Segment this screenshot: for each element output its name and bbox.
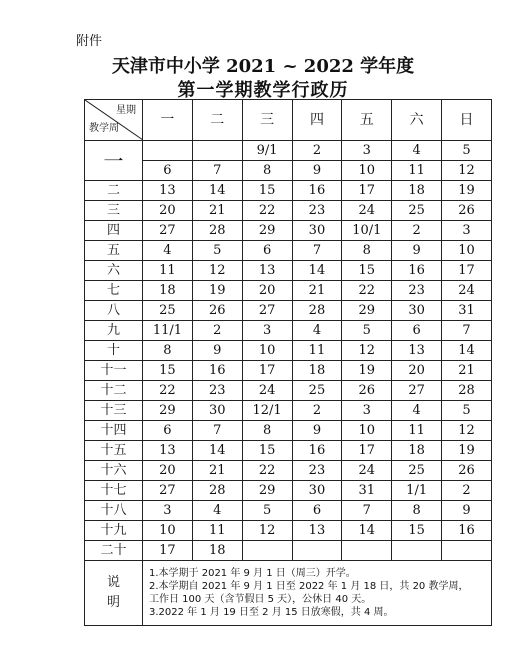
week-label: 九 bbox=[85, 321, 143, 341]
week-label: 六 bbox=[85, 261, 143, 281]
day-cell: 2 bbox=[192, 321, 242, 341]
day-cell: 26 bbox=[442, 201, 492, 221]
week-row bbox=[85, 361, 492, 381]
day-cell: 5 bbox=[242, 501, 292, 521]
day-cell: 6 bbox=[392, 321, 442, 341]
week-label: 十一 bbox=[85, 361, 143, 381]
note-line: 3.2022 年 1 月 19 日至 2 月 15 日放寒假，共 4 周。 bbox=[149, 607, 394, 618]
day-cell: 13 bbox=[242, 261, 292, 281]
day-cell: 9/1 bbox=[242, 141, 292, 161]
corner-weekday-label: 星期 bbox=[116, 105, 136, 116]
day-cell: 9 bbox=[192, 341, 242, 361]
week-row bbox=[85, 541, 492, 561]
week-row bbox=[85, 281, 492, 301]
day-cell: 31 bbox=[342, 481, 392, 501]
week-label: 十七 bbox=[85, 481, 143, 501]
week-row bbox=[85, 501, 492, 521]
day-cell: 11 bbox=[392, 421, 442, 441]
day-cell: 20 bbox=[143, 201, 193, 221]
day-cell: 8 bbox=[242, 161, 292, 181]
day-cell: 17 bbox=[342, 441, 392, 461]
day-cell: 15 bbox=[242, 181, 292, 201]
day-cell: 27 bbox=[242, 301, 292, 321]
day-cell: 25 bbox=[292, 381, 342, 401]
week-label: 十 bbox=[85, 341, 143, 361]
day-cell: 26 bbox=[442, 461, 492, 481]
day-cell: 10 bbox=[342, 161, 392, 181]
day-cell: 2 bbox=[292, 401, 342, 421]
day-cell: 21 bbox=[192, 461, 242, 481]
day-cell: 22 bbox=[242, 461, 292, 481]
week-row bbox=[85, 241, 492, 261]
day-cell: 22 bbox=[342, 281, 392, 301]
day-cell: 23 bbox=[192, 381, 242, 401]
week-row bbox=[85, 341, 492, 361]
day-cell: 4 bbox=[292, 321, 342, 341]
day-cell: 5 bbox=[342, 321, 392, 341]
day-cell: 23 bbox=[292, 201, 342, 221]
day-cell: 7 bbox=[192, 161, 242, 181]
note-line: 1.本学期于 2021 年 9 月 1 日（周三）开学。 bbox=[149, 568, 356, 579]
day-cell: 18 bbox=[143, 281, 193, 301]
day-cell: 5 bbox=[442, 401, 492, 421]
day-cell: 7 bbox=[292, 241, 342, 261]
day-cell: 27 bbox=[143, 481, 193, 501]
day-cell: 29 bbox=[242, 481, 292, 501]
day-cell: 22 bbox=[242, 201, 292, 221]
day-cell: 14 bbox=[342, 521, 392, 541]
day-cell: 15 bbox=[392, 521, 442, 541]
day-cell: 15 bbox=[143, 361, 193, 381]
week-row bbox=[85, 441, 492, 461]
day-cell: 6 bbox=[143, 421, 193, 441]
notes-label-char: 说 bbox=[106, 575, 120, 590]
week-row bbox=[85, 301, 492, 321]
day-cell: 19 bbox=[442, 441, 492, 461]
day-cell: 14 bbox=[192, 441, 242, 461]
week-label: 四 bbox=[85, 221, 143, 241]
day-cell: 30 bbox=[292, 481, 342, 501]
day-cell: 12 bbox=[342, 341, 392, 361]
day-cell: 9 bbox=[442, 501, 492, 521]
day-cell bbox=[143, 141, 193, 161]
day-cell bbox=[392, 541, 442, 561]
day-cell: 13 bbox=[143, 441, 193, 461]
day-cell: 16 bbox=[192, 361, 242, 381]
day-cell: 13 bbox=[292, 521, 342, 541]
weekday-header: 五 bbox=[342, 100, 392, 141]
day-cell bbox=[442, 541, 492, 561]
day-cell: 21 bbox=[192, 201, 242, 221]
day-cell: 21 bbox=[442, 361, 492, 381]
day-cell: 28 bbox=[292, 301, 342, 321]
day-cell: 2 bbox=[392, 221, 442, 241]
day-cell: 26 bbox=[192, 301, 242, 321]
weekday-header: 日 bbox=[442, 100, 492, 141]
week-label: 十九 bbox=[85, 521, 143, 541]
day-cell: 17 bbox=[242, 361, 292, 381]
corner-week-label: 教学周 bbox=[89, 123, 119, 134]
weekday-header: 四 bbox=[292, 100, 342, 141]
page-subtitle: 第一学期教学行政历 bbox=[177, 80, 349, 101]
day-cell bbox=[242, 541, 292, 561]
day-cell: 3 bbox=[342, 141, 392, 161]
week-label: 十三 bbox=[85, 401, 143, 421]
weekday-header: 三 bbox=[242, 100, 292, 141]
week-row bbox=[85, 201, 492, 221]
day-cell: 12 bbox=[242, 521, 292, 541]
corner-cell bbox=[85, 100, 143, 141]
day-cell: 24 bbox=[342, 201, 392, 221]
week-label: 一 bbox=[85, 141, 143, 181]
day-cell: 22 bbox=[143, 381, 193, 401]
day-cell: 16 bbox=[442, 521, 492, 541]
week-row bbox=[85, 421, 492, 441]
calendar-table bbox=[84, 99, 492, 626]
day-cell: 24 bbox=[442, 281, 492, 301]
week-row bbox=[85, 401, 492, 421]
day-cell: 6 bbox=[242, 241, 292, 261]
day-cell bbox=[342, 541, 392, 561]
day-cell: 6 bbox=[143, 161, 193, 181]
note-line: 工作日 100 天（含节假日 5 天），公休日 40 天。 bbox=[149, 594, 372, 605]
day-cell: 18 bbox=[292, 361, 342, 381]
day-cell: 12 bbox=[192, 261, 242, 281]
day-cell: 27 bbox=[143, 221, 193, 241]
day-cell: 26 bbox=[342, 381, 392, 401]
day-cell: 7 bbox=[192, 421, 242, 441]
notes-content bbox=[143, 561, 492, 626]
day-cell bbox=[192, 141, 242, 161]
day-cell: 20 bbox=[392, 361, 442, 381]
day-cell: 28 bbox=[442, 381, 492, 401]
day-cell: 10 bbox=[442, 241, 492, 261]
day-cell: 25 bbox=[143, 301, 193, 321]
day-cell: 10/1 bbox=[342, 221, 392, 241]
week-label: 十二 bbox=[85, 381, 143, 401]
day-cell: 8 bbox=[342, 241, 392, 261]
weekday-header: 六 bbox=[392, 100, 442, 141]
week-row bbox=[85, 321, 492, 341]
notes-row bbox=[85, 561, 492, 626]
day-cell: 1/1 bbox=[392, 481, 442, 501]
note-line: 2.本学期自 2021 年 9 月 1 日至 2022 年 1 月 18 日，共 20 教学周， bbox=[149, 581, 469, 592]
day-cell: 20 bbox=[143, 461, 193, 481]
day-cell: 17 bbox=[342, 181, 392, 201]
day-cell: 27 bbox=[392, 381, 442, 401]
day-cell: 9 bbox=[392, 241, 442, 261]
day-cell: 15 bbox=[242, 441, 292, 461]
day-cell: 12 bbox=[442, 161, 492, 181]
weekday-header: 二 bbox=[192, 100, 242, 141]
week-row bbox=[85, 261, 492, 281]
day-cell: 15 bbox=[342, 261, 392, 281]
day-cell: 3 bbox=[242, 321, 292, 341]
day-cell: 3 bbox=[442, 221, 492, 241]
week-label: 二 bbox=[85, 181, 143, 201]
day-cell: 6 bbox=[292, 501, 342, 521]
week-label: 三 bbox=[85, 201, 143, 221]
day-cell: 14 bbox=[442, 341, 492, 361]
day-cell: 11 bbox=[143, 261, 193, 281]
day-cell: 19 bbox=[342, 361, 392, 381]
day-cell: 21 bbox=[292, 281, 342, 301]
week-label: 十五 bbox=[85, 441, 143, 461]
day-cell: 8 bbox=[242, 421, 292, 441]
week-row bbox=[85, 221, 492, 241]
day-cell: 28 bbox=[192, 481, 242, 501]
day-cell: 17 bbox=[143, 541, 193, 561]
day-cell: 24 bbox=[242, 381, 292, 401]
day-cell: 19 bbox=[442, 181, 492, 201]
day-cell: 13 bbox=[392, 341, 442, 361]
day-cell: 25 bbox=[392, 201, 442, 221]
day-cell: 17 bbox=[442, 261, 492, 281]
day-cell: 18 bbox=[392, 441, 442, 461]
day-cell: 29 bbox=[342, 301, 392, 321]
day-cell: 10 bbox=[342, 421, 392, 441]
day-cell: 9 bbox=[292, 421, 342, 441]
day-cell: 31 bbox=[442, 301, 492, 321]
day-cell: 8 bbox=[392, 501, 442, 521]
day-cell: 24 bbox=[342, 461, 392, 481]
day-cell: 3 bbox=[143, 501, 193, 521]
notes-label bbox=[85, 561, 143, 626]
day-cell: 20 bbox=[242, 281, 292, 301]
day-cell: 8 bbox=[143, 341, 193, 361]
notes-label-char: 明 bbox=[106, 595, 120, 610]
day-cell: 5 bbox=[192, 241, 242, 261]
day-cell: 12 bbox=[442, 421, 492, 441]
day-cell: 11 bbox=[392, 161, 442, 181]
day-cell: 10 bbox=[242, 341, 292, 361]
day-cell bbox=[292, 541, 342, 561]
header-row bbox=[85, 100, 492, 141]
day-cell: 11 bbox=[292, 341, 342, 361]
day-cell: 10 bbox=[143, 521, 193, 541]
day-cell: 28 bbox=[192, 221, 242, 241]
day-cell: 11/1 bbox=[143, 321, 193, 341]
day-cell: 16 bbox=[292, 441, 342, 461]
day-cell: 3 bbox=[342, 401, 392, 421]
week-label: 五 bbox=[85, 241, 143, 261]
week-label: 八 bbox=[85, 301, 143, 321]
week-row bbox=[85, 141, 492, 161]
day-cell: 5 bbox=[442, 141, 492, 161]
page-title: 天津市中小学 2021 ~ 2022 学年度 bbox=[111, 56, 415, 77]
day-cell: 7 bbox=[342, 501, 392, 521]
day-cell: 4 bbox=[392, 141, 442, 161]
day-cell: 11 bbox=[192, 521, 242, 541]
day-cell: 23 bbox=[392, 281, 442, 301]
day-cell: 29 bbox=[143, 401, 193, 421]
week-row bbox=[85, 181, 492, 201]
day-cell: 14 bbox=[192, 181, 242, 201]
day-cell: 13 bbox=[143, 181, 193, 201]
day-cell: 2 bbox=[442, 481, 492, 501]
calendar-body bbox=[85, 141, 492, 561]
day-cell: 29 bbox=[242, 221, 292, 241]
day-cell: 30 bbox=[292, 221, 342, 241]
week-row bbox=[85, 161, 492, 181]
day-cell: 2 bbox=[292, 141, 342, 161]
day-cell: 16 bbox=[292, 181, 342, 201]
week-label: 十八 bbox=[85, 501, 143, 521]
week-row bbox=[85, 461, 492, 481]
week-label: 十六 bbox=[85, 461, 143, 481]
day-cell: 4 bbox=[192, 501, 242, 521]
week-label: 十四 bbox=[85, 421, 143, 441]
day-cell: 18 bbox=[392, 181, 442, 201]
day-cell: 4 bbox=[392, 401, 442, 421]
week-row bbox=[85, 521, 492, 541]
week-row bbox=[85, 381, 492, 401]
day-cell: 14 bbox=[292, 261, 342, 281]
day-cell: 12/1 bbox=[242, 401, 292, 421]
weekday-header: 一 bbox=[143, 100, 193, 141]
day-cell: 7 bbox=[442, 321, 492, 341]
day-cell: 4 bbox=[143, 241, 193, 261]
attachment-label: 附件 bbox=[76, 34, 103, 49]
day-cell: 30 bbox=[192, 401, 242, 421]
week-row bbox=[85, 481, 492, 501]
day-cell: 16 bbox=[392, 261, 442, 281]
week-label: 七 bbox=[85, 281, 143, 301]
day-cell: 9 bbox=[292, 161, 342, 181]
week-label: 二十 bbox=[85, 541, 143, 561]
day-cell: 30 bbox=[392, 301, 442, 321]
day-cell: 19 bbox=[192, 281, 242, 301]
day-cell: 18 bbox=[192, 541, 242, 561]
day-cell: 23 bbox=[292, 461, 342, 481]
day-cell: 25 bbox=[392, 461, 442, 481]
